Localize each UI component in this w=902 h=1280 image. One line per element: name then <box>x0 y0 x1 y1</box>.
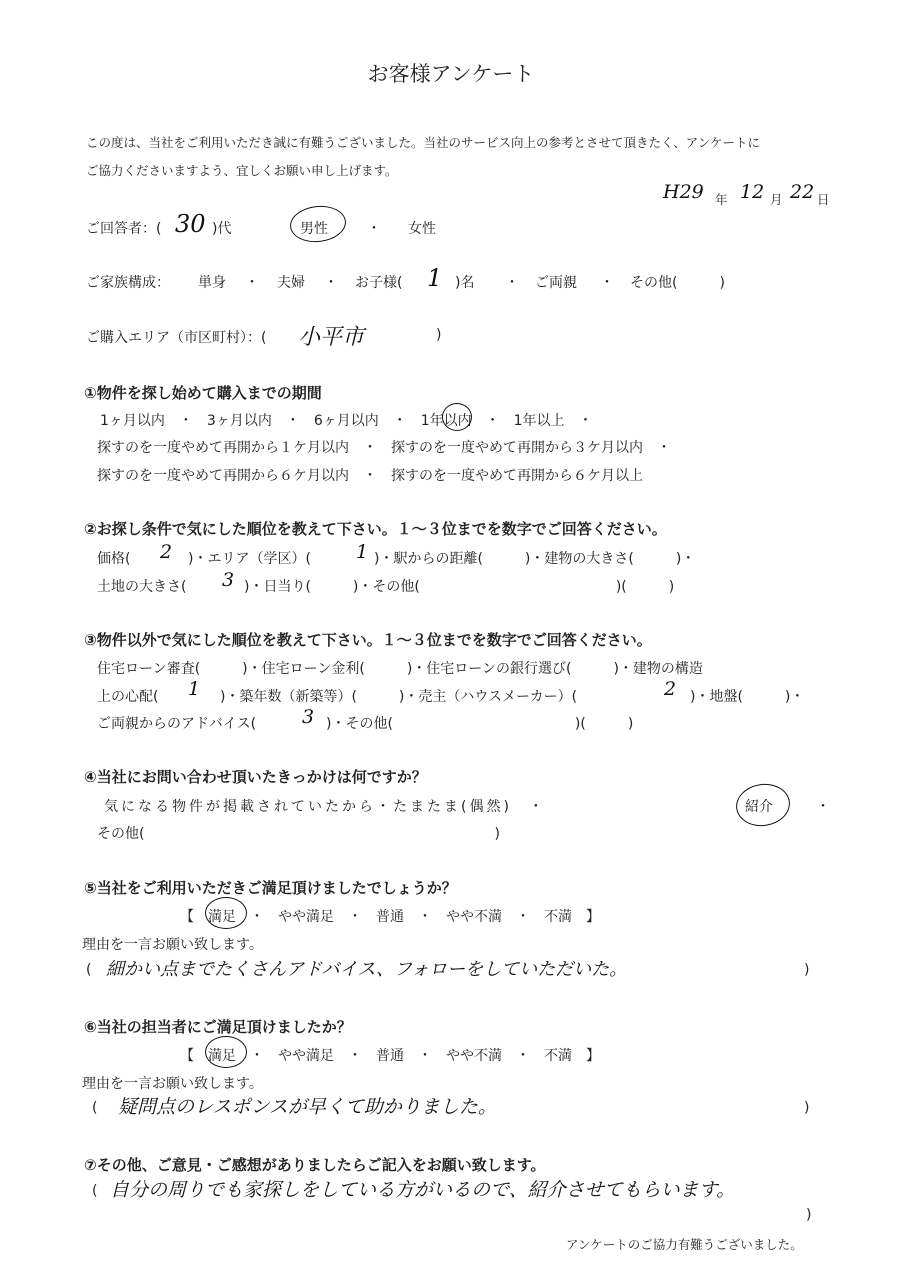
q3-maker-rank-handwritten: 2 <box>664 678 677 700</box>
page-title: お客様アンケート <box>367 62 535 86</box>
q6-selection-circle <box>205 1036 247 1068</box>
q7-heading: ⑦その他、ご意見・ご感想がありましたらご記入をお願い致します。 <box>84 1156 546 1174</box>
q4-referral-option[interactable]: 紹介 <box>745 799 773 815</box>
q1-heading: ①物件を探し始めて購入までの期間 <box>84 384 322 402</box>
area-value-handwritten: 小平市 <box>298 325 365 350</box>
gender-female-option[interactable]: 女性 <box>408 221 436 237</box>
intro-line-2: ご協力くださいますよう、宜しくお願い申し上げます。 <box>86 163 398 178</box>
separator-dot: ・ <box>245 275 259 291</box>
q6-reason-close: ) <box>804 1100 810 1116</box>
respondent-age-suffix: )代 <box>212 221 232 237</box>
q1-options-line-2: 探すのを一度やめて再開から１ケ月以内 ・ 探すのを一度やめて再開から３ケ月以内 ・ <box>97 440 671 456</box>
gender-male-option[interactable]: 男性 <box>300 221 328 237</box>
date-year-unit: 年 <box>715 192 728 207</box>
q2-line-1-rest: )・駅からの距離( )・建物の大きさ( )・ <box>374 551 696 567</box>
q7-answer-close: ) <box>806 1207 812 1223</box>
area-label: ご購入エリア（市区町村）：( <box>86 330 267 346</box>
family-other-option[interactable]: その他( ) <box>630 275 725 291</box>
q7-answer-handwritten: 自分の周りでも家探しをしている方がいるので、紹介させてもらいます。 <box>110 1179 736 1201</box>
children-count-handwritten: 1 <box>427 264 443 292</box>
q1-options-line-3: 探すのを一度やめて再開から６ケ月以内 ・ 探すのを一度やめて再開から６ケ月以上 <box>97 468 643 484</box>
family-label: ご家族構成： <box>86 275 170 291</box>
q3-heading: ③物件以外で気にした順位を教えて下さい。１～３位までを数字でご回答ください。 <box>84 631 652 649</box>
family-parents-option[interactable]: ご両親 <box>535 275 577 291</box>
q2-land-label: 土地の大きさ( <box>97 579 187 595</box>
q2-price-label: 価格( <box>97 551 131 567</box>
q6-reason-label: 理由を一言お願い致します。 <box>82 1076 263 1092</box>
date-era-handwritten: H29 <box>663 181 704 203</box>
family-children-prefix: お子様( <box>355 275 403 291</box>
q6-heading: ⑥当社の担当者にご満足頂けましたか？ <box>84 1018 352 1036</box>
q3-line-1: 住宅ローン審査( )・住宅ローン金利( )・住宅ローンの銀行選び( )・建物の構造 <box>97 661 703 677</box>
footer-thanks: アンケートのご協力有難うございました。 <box>566 1237 803 1252</box>
q4-selection-circle <box>733 780 792 829</box>
q6-reason-open: ( <box>92 1100 98 1116</box>
q3-advice-rank-handwritten: 3 <box>302 706 315 728</box>
separator-dot: ・ <box>367 221 381 237</box>
date-month-handwritten: 12 <box>740 181 765 203</box>
area-close: ) <box>436 327 442 343</box>
separator-dot: ・ <box>600 275 614 291</box>
q4-options-line-2: その他( ) <box>97 826 500 842</box>
family-single-option[interactable]: 単身 <box>198 275 226 291</box>
date-day-unit: 日 <box>817 192 830 207</box>
q3-worry-rank-handwritten: 1 <box>188 678 201 700</box>
q1-selection-circle <box>442 403 472 431</box>
q5-reason-label: 理由を一言お願い致します。 <box>82 937 263 953</box>
q4-options-line-1: 気になる物件が掲載されていたから・たまたま(偶然) ・ <box>104 799 546 815</box>
q5-reason-close: ) <box>804 962 810 978</box>
intro-line-1: この度は、当社をご利用いただき誠に有難うございました。当社のサービス向上の参考とさせて頂きたく、アンケートに <box>86 135 761 150</box>
q5-selection-circle <box>205 897 247 929</box>
separator-dot: ・ <box>816 799 830 815</box>
q5-heading: ⑤当社をご利用いただきご満足頂けましたでしょうか？ <box>84 879 457 897</box>
date-month-unit: 月 <box>770 192 783 207</box>
q3-line-3-b: )・その他( )( ) <box>326 716 634 732</box>
family-couple-option[interactable]: 夫婦 <box>277 275 305 291</box>
family-children-suffix: )名 <box>455 275 475 291</box>
male-selection-circle <box>288 203 347 245</box>
q1-options-line-1: 1ヶ月以内 ・ 3ヶ月以内 ・ 6ヶ月以内 ・ 1年以内 ・ 1年以上 ・ <box>100 413 593 429</box>
respondent-label: ご回答者：( <box>86 221 162 237</box>
q3-line-3-a: ご両親からのアドバイス( <box>97 716 257 732</box>
q5-reason-open: ( <box>86 962 92 978</box>
q4-heading: ④当社にお問い合わせ頂いたきっかけは何ですか？ <box>84 768 427 786</box>
q6-satisfaction-options[interactable]: 【 満足 ・ やや満足 ・ 普通 ・ やや不満 ・ 不満 】 <box>180 1048 600 1064</box>
q2-price-rank-handwritten: 2 <box>160 541 173 563</box>
q2-area-rank-handwritten: 1 <box>356 541 369 563</box>
q5-satisfaction-options[interactable]: 【 満足 ・ やや満足 ・ 普通 ・ やや不満 ・ 不満 】 <box>180 909 600 925</box>
q2-line-2-rest: )・日当り( )・その他( )( ) <box>244 579 675 595</box>
q2-land-rank-handwritten: 3 <box>222 569 235 591</box>
q7-answer-open: ( <box>92 1183 98 1199</box>
q2-heading: ②お探し条件で気にした順位を教えて下さい。１～３位までを数字でご回答ください。 <box>84 520 667 538</box>
q6-reason-handwritten: 疑問点のレスポンスが早くて助かりました。 <box>118 1096 497 1118</box>
separator-dot: ・ <box>505 275 519 291</box>
respondent-age-handwritten: 30 <box>175 210 206 238</box>
q3-line-2-b: )・築年数（新築等）( )・売主（ハウスメーカー）( <box>220 689 578 705</box>
separator-dot: ・ <box>324 275 338 291</box>
q2-area-label: )・エリア（学区）( <box>188 551 311 567</box>
q5-reason-handwritten: 細かい点までたくさんアドバイス、フォローをしていただいた。 <box>106 959 628 980</box>
q3-line-2-c: )・地盤( )・ <box>690 689 805 705</box>
date-day-handwritten: 22 <box>790 181 815 203</box>
q3-line-2-a: 上の心配( <box>97 689 159 705</box>
